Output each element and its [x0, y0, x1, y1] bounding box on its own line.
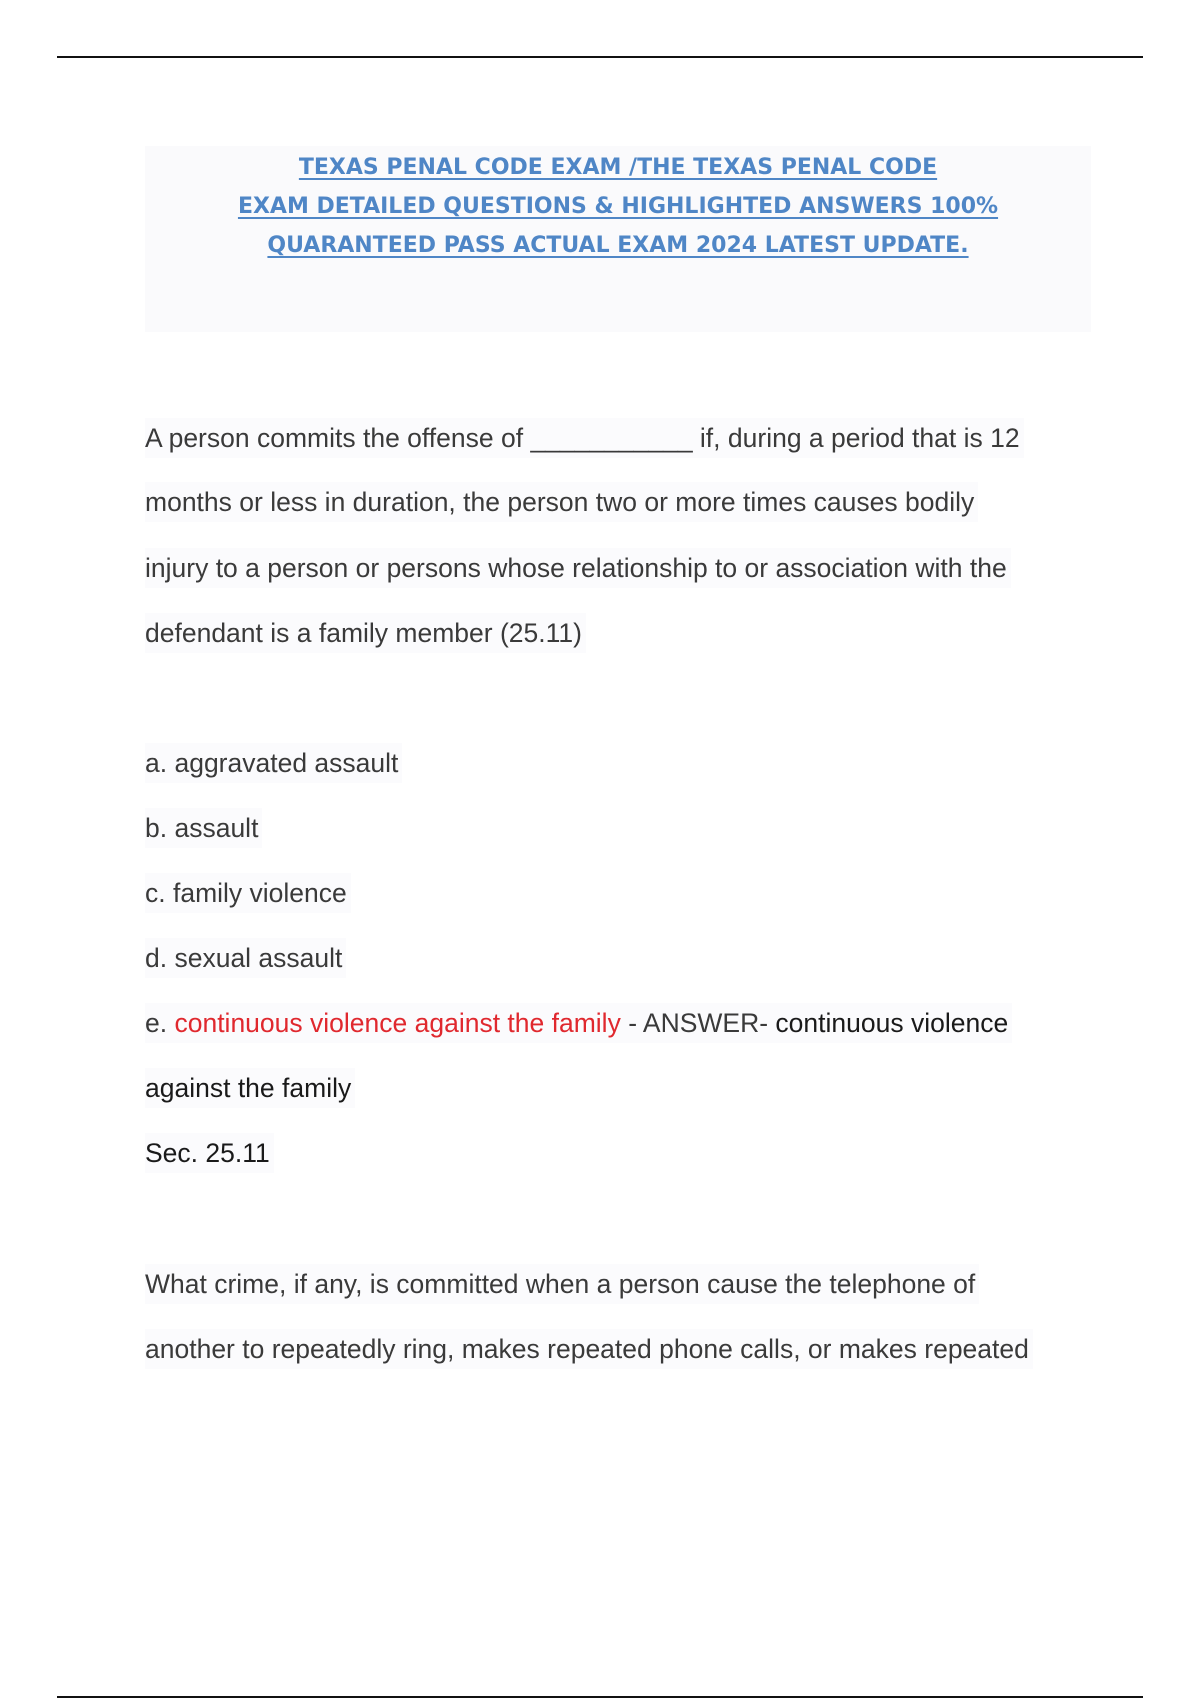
title-line-3: QUARANTEED PASS ACTUAL EXAM 2024 LATEST UPDATE. — [267, 233, 969, 258]
question-2-line-1: What crime, if any, is committed when a person cause the telephone of — [145, 1264, 979, 1304]
answer-separator: - ANSWER- — [620, 1008, 776, 1038]
option-a: a. aggravated assault — [145, 743, 402, 783]
answer-text-continued: against the family — [145, 1068, 355, 1108]
document-title — [145, 146, 1091, 265]
option-e-text: continuous violence against the family — [174, 1008, 621, 1038]
option-d: d. sexual assault — [145, 938, 346, 978]
footer-rule — [57, 1696, 1143, 1698]
section-reference: Sec. 25.11 — [145, 1133, 274, 1173]
question-1-line-1: A person commits the offense of ___________ if, during a period that is 12 — [145, 418, 1024, 458]
option-e-prefix: e. — [145, 1008, 175, 1038]
option-b: b. assault — [145, 808, 262, 848]
option-c: c. family violence — [145, 873, 351, 913]
title-line-1: TEXAS PENAL CODE EXAM /THE TEXAS PENAL CODE — [298, 155, 938, 180]
question-1-line-4: defendant is a family member (25.11) — [145, 613, 586, 653]
header-rule — [57, 56, 1143, 58]
answer-text: continuous violence — [775, 1008, 1009, 1038]
question-1-line-2: months or less in duration, the person two or more times causes bodily — [145, 482, 978, 522]
question-1-line-3: injury to a person or persons whose relationship to or association with the — [145, 548, 1011, 588]
question-2-line-2: another to repeatedly ring, makes repeated phone calls, or makes repeated — [145, 1329, 1033, 1369]
title-line-2: EXAM DETAILED QUESTIONS & HIGHLIGHTED ANSWERS 100% — [237, 194, 999, 219]
title-block — [145, 146, 1091, 332]
option-e — [145, 1003, 1012, 1043]
